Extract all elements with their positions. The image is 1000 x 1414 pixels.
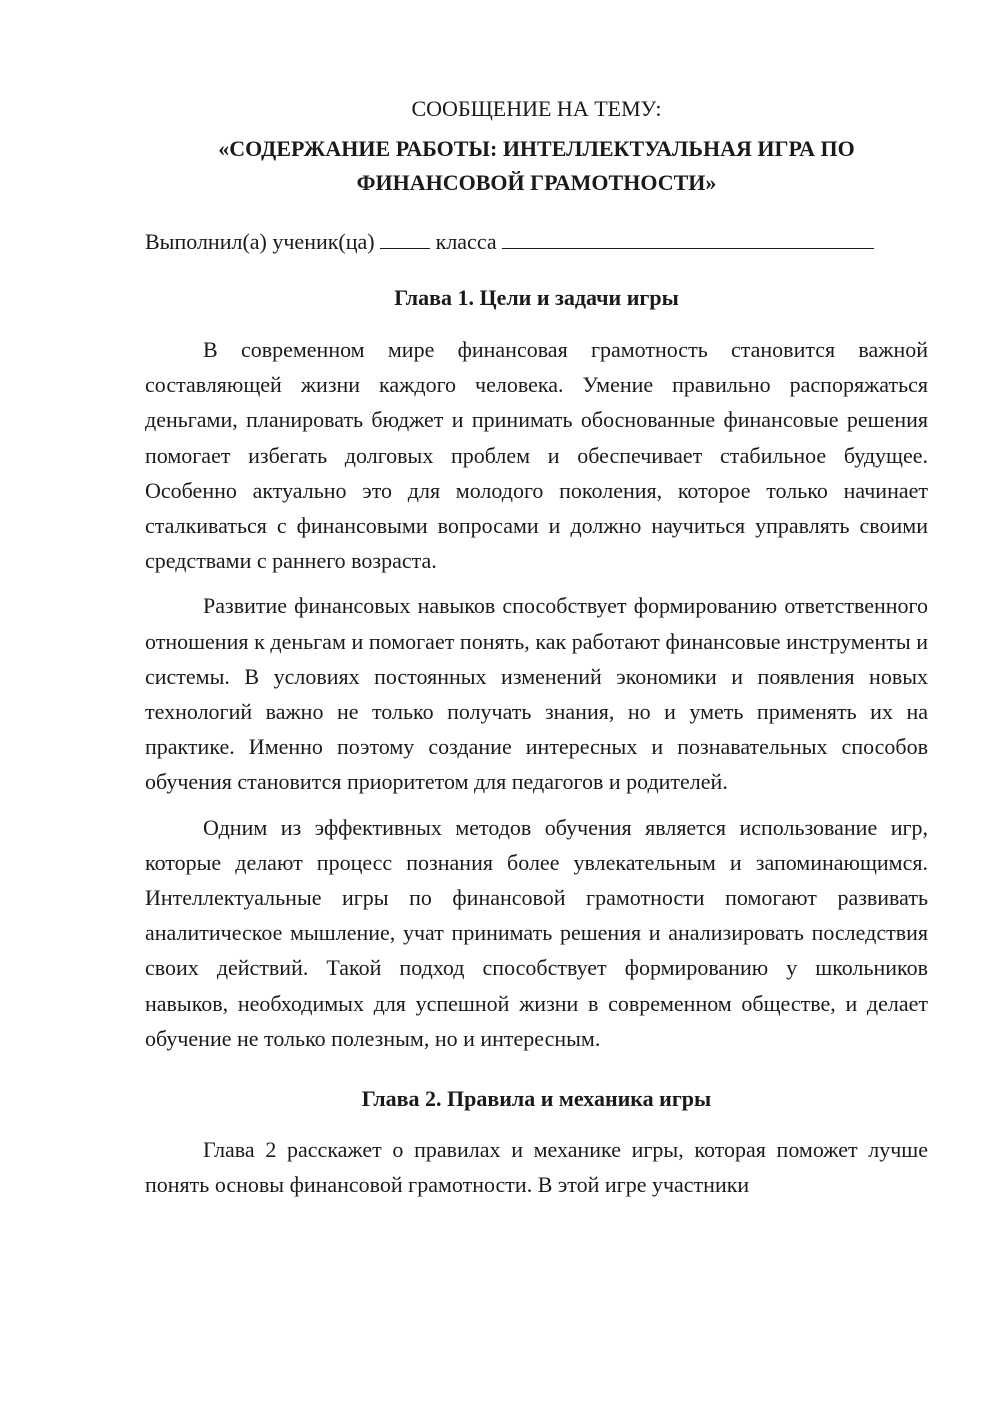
- author-line: [145, 224, 928, 259]
- chapter-1-paragraph: Развитие финансовых навыков способствует формированию ответственного отношения к деньгам и помогает понять, как работают финансовые инструменты и системы. В условиях постоянных изменений экономики и появления новых технологий важно не только получать знания, но и уметь применять их на практике. Именно поэтому создание интересных и познавательных способов обучения становится приоритетом для педагогов и родителей.: [145, 593, 928, 795]
- chapter-1-title: Глава 1. Цели и задачи игры: [394, 285, 679, 310]
- author-prefix: Выполнил(а) ученик(ца): [145, 229, 375, 254]
- chapter-2-title: Глава 2. Правила и механика игры: [361, 1086, 712, 1112]
- document-page: [145, 92, 928, 1202]
- chapter-1-paragraph: В современном мире финансовая грамотность становится важной составляющей жизни каждого человека. Умение правильно распоряжаться деньгами, планировать бюджет и принимать обоснованные финансовые решения помогает избегать долговых проблем и обеспечивает стабильное будущее. Особенно актуально это для молодого поколения, которое только начинает сталкиваться с финансовыми вопросами и должно научиться управлять своими средствами с раннего возраста.: [145, 337, 928, 574]
- document-title-line-1: «СОДЕРЖАНИЕ РАБОТЫ: ИНТЕЛЛЕКТУАЛЬНАЯ ИГРА ПО: [218, 136, 855, 161]
- author-middle: класса: [435, 229, 497, 254]
- chapter-2-paragraph: Глава 2 расскажет о правилах и механике игры, которая поможет лучше понять основы финансовой грамотности. В этой игре участники: [145, 1137, 928, 1198]
- chapter-1-paragraph: Одним из эффективных методов обучения является использование игр, которые делают процесс познания более увлекательным и запоминающимся. Интеллектуальные игры по финансовой грамотности помогают развивать аналитическое мышление, учат принимать решения и анализировать последствия своих действий. Такой подход способствует формированию у школьников навыков, необходимых для успешной жизни в современном обществе, и делает обучение не только полезным, но и интересным.: [145, 814, 928, 1051]
- document-header: [145, 92, 928, 200]
- class-blank: [380, 224, 430, 249]
- name-blank: [502, 224, 874, 249]
- document-title-line-2: ФИНАНСОВОЙ ГРАМОТНОСТИ»: [356, 170, 717, 195]
- topic-label: СООБЩЕНИЕ НА ТЕМУ:: [411, 96, 662, 121]
